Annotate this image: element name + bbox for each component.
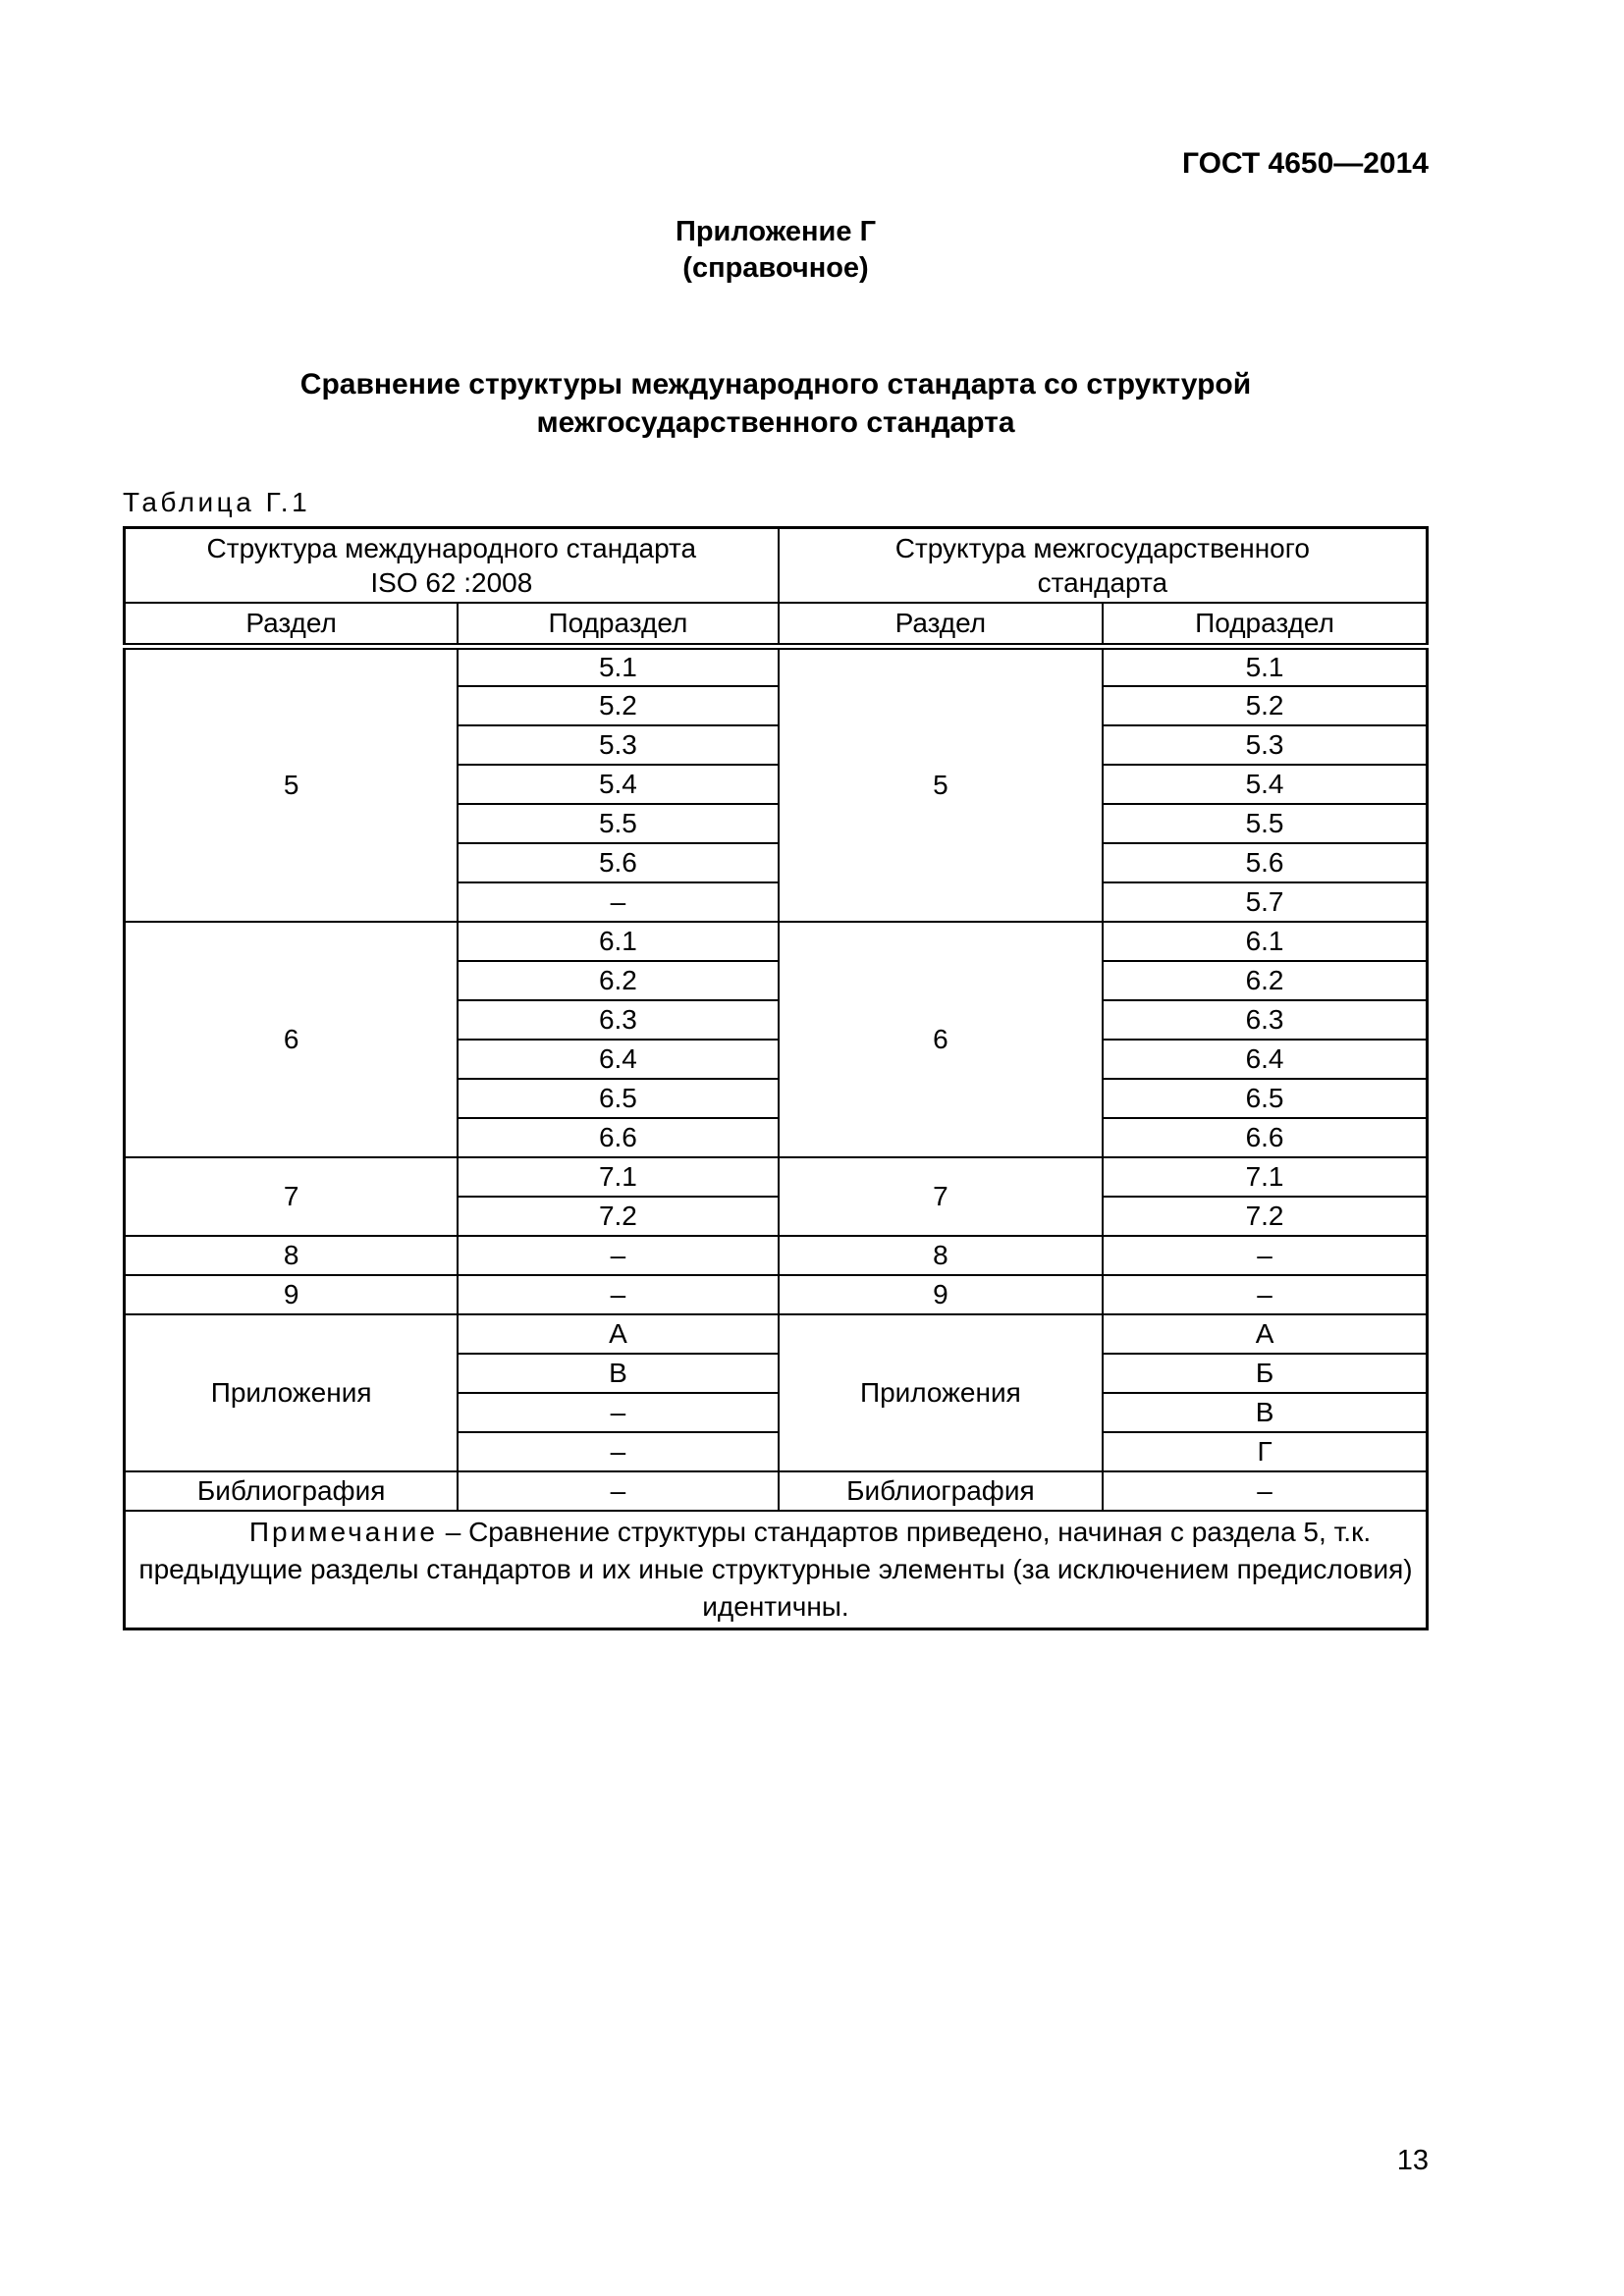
table-row: [125, 1157, 1428, 1197]
left-subsection-cell: 5.4: [458, 765, 778, 804]
column-header-row: [125, 603, 1428, 646]
right-subsection-cell: 5.3: [1103, 725, 1427, 765]
note-label: Примечание: [248, 1516, 438, 1547]
group-header-row: [125, 528, 1428, 604]
group-header-interstate-line2: стандарта: [1037, 567, 1168, 598]
right-section-cell: 5: [779, 646, 1103, 922]
left-section-cell: 9: [125, 1275, 459, 1314]
table-row: [125, 1471, 1428, 1511]
left-subsection-cell: 6.5: [458, 1079, 778, 1118]
table-row: [125, 1314, 1428, 1354]
table-row: [125, 1236, 1428, 1275]
left-subsection-cell: 6.6: [458, 1118, 778, 1157]
right-subsection-cell: 6.5: [1103, 1079, 1427, 1118]
group-header-international-line2: ISO 62 :2008: [370, 567, 533, 598]
left-section-cell: Приложения: [125, 1314, 459, 1471]
table-row: [125, 922, 1428, 961]
left-subsection-cell: –: [458, 882, 778, 922]
appendix-title: Приложение Г: [675, 216, 877, 247]
right-subsection-cell: 5.5: [1103, 804, 1427, 843]
page-number: 13: [1396, 2145, 1429, 2176]
heading-line-2: межгосударственного стандарта: [536, 406, 1015, 439]
left-subsection-cell: –: [458, 1471, 778, 1511]
group-header-international: [125, 528, 779, 604]
left-subsection-cell: 7.1: [458, 1157, 778, 1197]
right-subsection-cell: 5.2: [1103, 686, 1427, 725]
right-subsection-cell: 6.6: [1103, 1118, 1427, 1157]
right-subsection-cell: Б: [1103, 1354, 1427, 1393]
left-section-cell: 6: [125, 922, 459, 1157]
right-subsection-cell: 6.2: [1103, 961, 1427, 1000]
table-note-cell: [125, 1511, 1428, 1629]
group-header-interstate: [779, 528, 1428, 604]
left-subsection-cell: 5.3: [458, 725, 778, 765]
table-row: [125, 1275, 1428, 1314]
left-subsection-cell: 6.3: [458, 1000, 778, 1040]
left-subsection-cell: А: [458, 1314, 778, 1354]
right-subsection-cell: А: [1103, 1314, 1427, 1354]
left-subsection-cell: 5.2: [458, 686, 778, 725]
left-subsection-cell: 6.2: [458, 961, 778, 1000]
group-header-interstate-line1: Структура межгосударственного: [894, 533, 1310, 563]
left-subsection-cell: 5.1: [458, 646, 778, 686]
left-section-cell: 8: [125, 1236, 459, 1275]
heading-line-1: Сравнение структуры международного стандарта со структурой: [299, 368, 1252, 400]
col-header-section-left: Раздел: [125, 603, 459, 646]
table-label: Таблица Г.1: [123, 487, 311, 517]
col-header-section-right: Раздел: [779, 603, 1103, 646]
note-row: [125, 1511, 1428, 1629]
document-heading: [123, 365, 1429, 442]
table-note: [134, 1514, 1418, 1626]
right-subsection-cell: В: [1103, 1393, 1427, 1432]
right-section-cell: 6: [779, 922, 1103, 1157]
group-header-international-line1: Структура международного стандарта: [206, 533, 697, 563]
left-section-cell: 5: [125, 646, 459, 922]
right-subsection-cell: 5.7: [1103, 882, 1427, 922]
table-row: [125, 646, 1428, 686]
left-section-cell: 7: [125, 1157, 459, 1236]
left-subsection-cell: 5.6: [458, 843, 778, 882]
right-subsection-cell: 5.1: [1103, 646, 1427, 686]
right-subsection-cell: –: [1103, 1275, 1427, 1314]
left-subsection-cell: –: [458, 1432, 778, 1471]
right-subsection-cell: –: [1103, 1236, 1427, 1275]
left-subsection-cell: 6.1: [458, 922, 778, 961]
right-section-cell: 7: [779, 1157, 1103, 1236]
left-section-cell: Библиография: [125, 1471, 459, 1511]
left-subsection-cell: 5.5: [458, 804, 778, 843]
standard-number: ГОСТ 4650—2014: [1181, 147, 1429, 180]
right-subsection-cell: 5.6: [1103, 843, 1427, 882]
appendix-block: [123, 214, 1429, 287]
right-subsection-cell: 6.4: [1103, 1040, 1427, 1079]
col-header-subsection-left: Подраздел: [458, 603, 778, 646]
right-subsection-cell: –: [1103, 1471, 1427, 1511]
col-header-subsection-right: Подраздел: [1103, 603, 1427, 646]
right-subsection-cell: 7.2: [1103, 1197, 1427, 1236]
comparison-table-body: [125, 646, 1428, 1511]
right-section-cell: 9: [779, 1275, 1103, 1314]
right-section-cell: 8: [779, 1236, 1103, 1275]
left-subsection-cell: 7.2: [458, 1197, 778, 1236]
right-subsection-cell: 6.1: [1103, 922, 1427, 961]
left-subsection-cell: –: [458, 1236, 778, 1275]
right-section-cell: Приложения: [779, 1314, 1103, 1471]
left-subsection-cell: В: [458, 1354, 778, 1393]
appendix-subtitle: (справочное): [682, 252, 869, 284]
note-text: – Сравнение структуры стандартов приведено, начиная с раздела 5, т.к. предыдущие разделы стандартов и их иные структурные элементы (за исключением предисловия) идентичны.: [138, 1516, 1413, 1622]
comparison-table: [123, 526, 1429, 1630]
right-subsection-cell: 6.3: [1103, 1000, 1427, 1040]
right-subsection-cell: Г: [1103, 1432, 1427, 1471]
right-section-cell: Библиография: [779, 1471, 1103, 1511]
left-subsection-cell: –: [458, 1275, 778, 1314]
right-subsection-cell: 7.1: [1103, 1157, 1427, 1197]
right-subsection-cell: 5.4: [1103, 765, 1427, 804]
left-subsection-cell: 6.4: [458, 1040, 778, 1079]
left-subsection-cell: –: [458, 1393, 778, 1432]
